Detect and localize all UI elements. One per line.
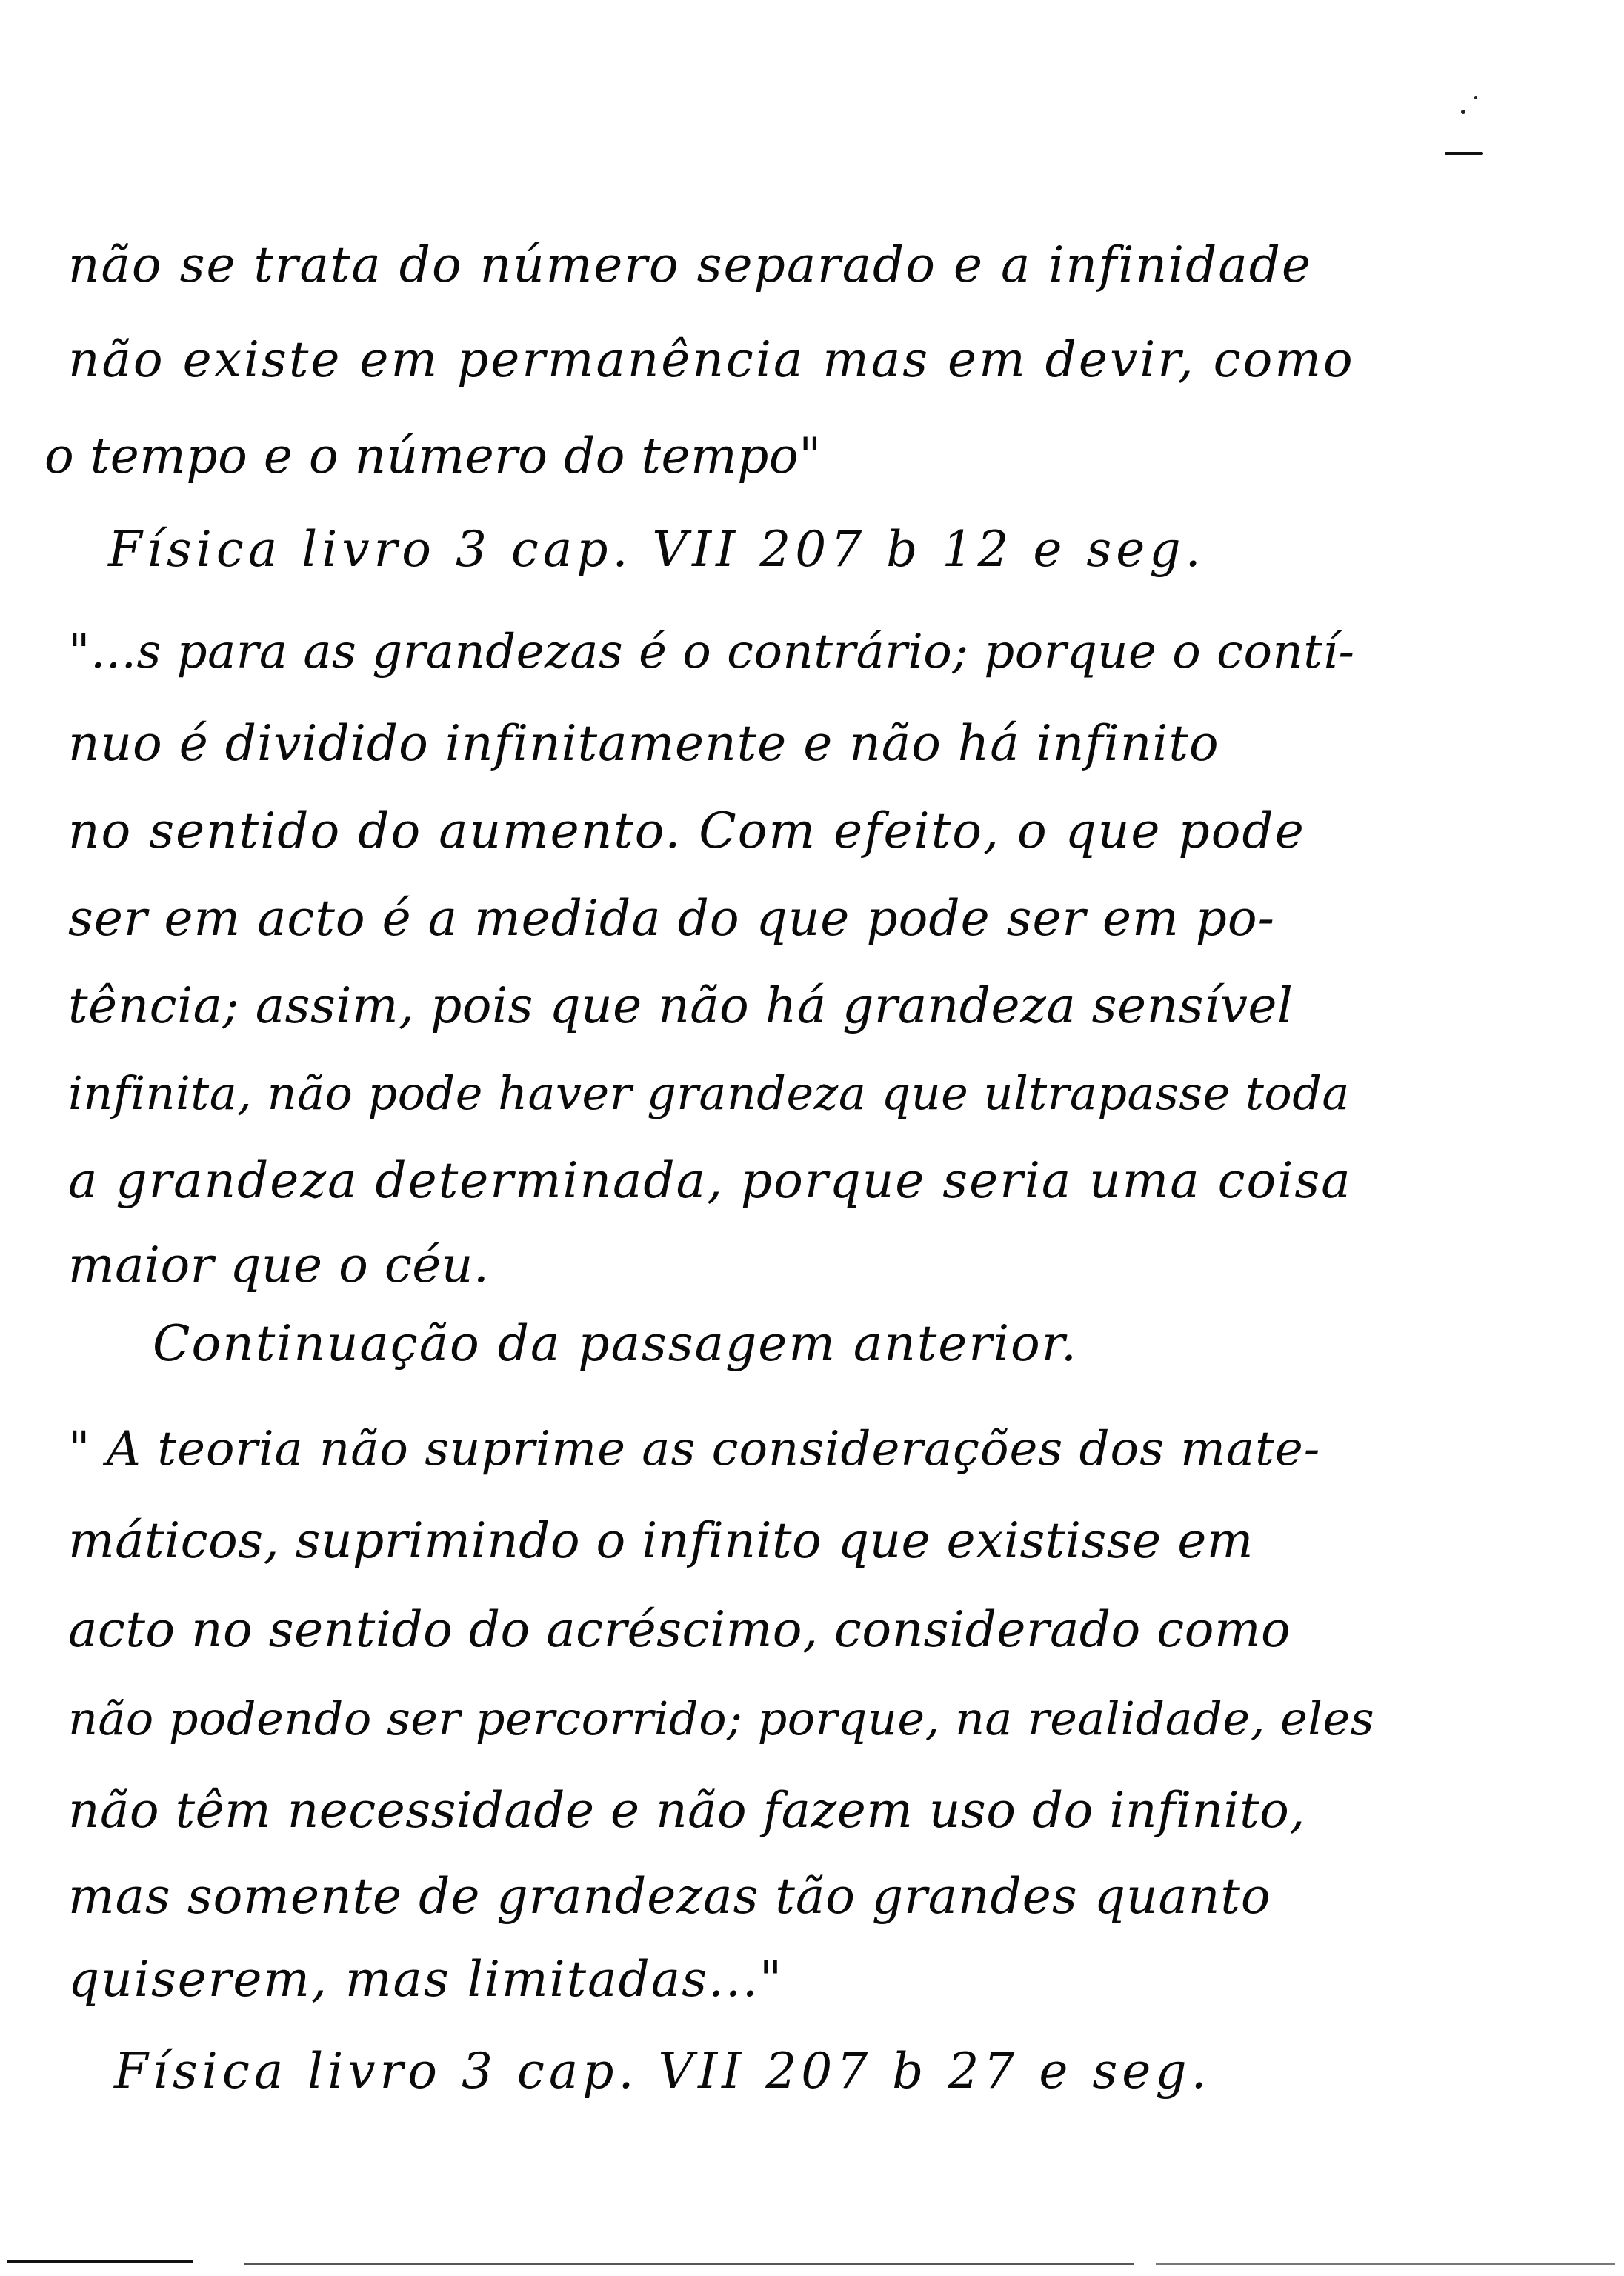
text-line: quiserem, mas limitadas..." (68, 1951, 784, 2008)
text-line: o tempo e o número do tempo" (44, 427, 822, 485)
text-line: mas somente de grandezas tão grandes quanto (68, 1868, 1271, 1925)
text-line: infinita, não pode haver grandeza que ultrapasse toda (68, 1066, 1350, 1120)
text-line: não existe em permanência mas em devir, como (68, 331, 1355, 388)
text-line: " A teoria não suprime as considerações dos mate- (68, 1422, 1321, 1477)
corner-dash-mark (1445, 152, 1483, 155)
text-line: acto no sentido do acréscimo, considerado como (68, 1601, 1291, 1658)
text-line: tência; assim, pois que não há grandeza sensível (68, 977, 1294, 1034)
bottom-edge-rule (7, 2260, 193, 2263)
stray-dot-mark (1474, 96, 1477, 99)
text-line: não se trata do número separado e a infinidade (68, 236, 1313, 293)
section-note-line: Continuação da passagem anterior. (153, 1315, 1079, 1372)
text-line: nuo é dividido infinitamente e não há infinito (68, 715, 1219, 772)
text-line: maior que o céu. (68, 1237, 490, 1294)
bottom-edge-rule (244, 2263, 1134, 2265)
text-line: no sentido do aumento. Com efeito, o que pode (68, 802, 1305, 859)
text-line: não têm necessidade e não fazem uso do infinito, (68, 1782, 1305, 1839)
text-line: máticos, suprimindo o infinito que existisse em (68, 1512, 1254, 1569)
bottom-edge-rule (1156, 2263, 1615, 2265)
citation-line: Física livro 3 cap. VII 207 b 27 e seg. (114, 2043, 1211, 2100)
text-line: a grandeza determinada, porque seria uma coisa (68, 1152, 1352, 1209)
text-line: não podendo ser percorrido; porque, na realidade, eles (68, 1691, 1375, 1746)
text-line: ser em acto é a medida do que pode ser em po- (68, 890, 1275, 947)
citation-line: Física livro 3 cap. VII 207 b 12 e seg. (108, 521, 1205, 578)
text-line: "...s para as grandezas é o contrário; porque o contí- (68, 625, 1355, 679)
stray-dot-mark (1461, 110, 1465, 114)
